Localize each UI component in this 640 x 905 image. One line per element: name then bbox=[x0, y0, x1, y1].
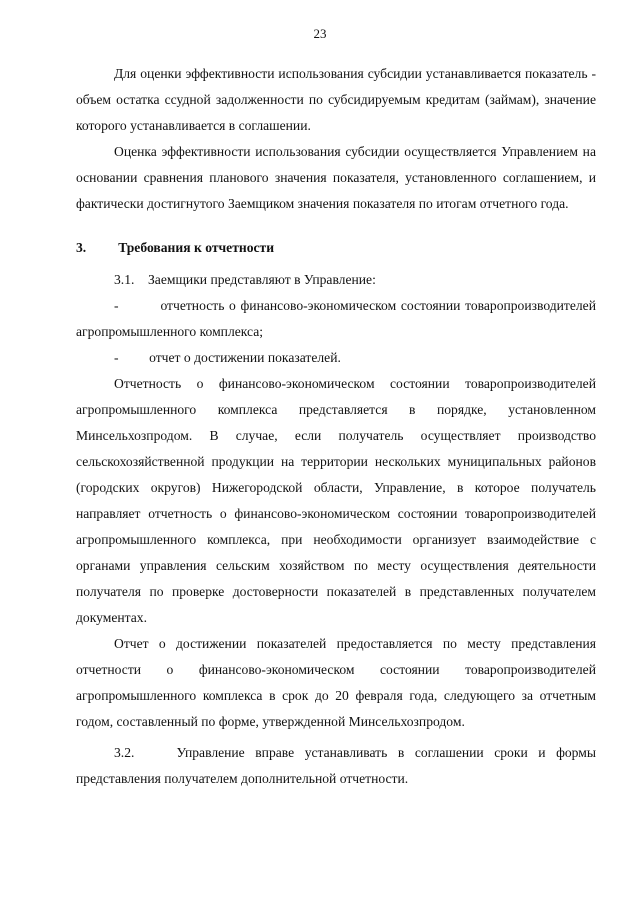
clause-3-1-text: Заемщики представляют в Управление: bbox=[147, 272, 376, 287]
clause-3-1-number: 3.1. bbox=[114, 272, 135, 287]
list-item-marker: - bbox=[114, 298, 119, 313]
list-item-marker: - bbox=[114, 350, 119, 365]
section-title: Требования к отчетности bbox=[118, 240, 275, 255]
list-item bbox=[76, 293, 596, 345]
section-number: 3. bbox=[76, 240, 87, 255]
list-item bbox=[76, 345, 596, 371]
clause-3-2-text: Управление вправе устанавливать в соглашении сроки и формы представления получателем дополнительной отчетности. bbox=[76, 745, 596, 786]
document-body bbox=[76, 61, 596, 792]
clause-3-2 bbox=[76, 740, 596, 792]
list-item-text: отчет о достижении показателей. bbox=[149, 350, 341, 365]
paragraph-reporting-procedure: Отчетность о финансово-экономическом состоянии товаропроизводителей агропромышленного комплекса представляется в порядке, установленном Минсельхозпродом. В случае, если получатель осуществляет производство сельскохозяйственной продукции на территории нескольких муниципальных районов (городских округов) Нижегородской области, Управление, в которое получатель направляет отчетность о финансово-экономическом состоянии товаропроизводителей агропромышленного комплекса, при необходимости организует взаимодействие с органами управления сельским хозяйством по месту осуществления деятельности получателя по проверке достоверности показателей в представленных получателем документах. bbox=[76, 376, 596, 625]
paragraph-indicator-report: Отчет о достижении показателей предоставляется по месту представления отчетности о финансово-экономическом состоянии товаропроизводителей агропромышленного комплекса в срок до 20 февраля года, следующего за отчетным годом, составленный по форме, утвержденной Минсельхозпродом. bbox=[76, 636, 596, 729]
paragraph-efficiency-assessment: Оценка эффективности использования субсидии осуществляется Управлением на основании сравнения планового значения показателя, установленного соглашением, и фактически достигнутого Заемщиком значения показателя по итогам отчетного года. bbox=[76, 144, 596, 211]
section-heading bbox=[76, 235, 596, 261]
clause-3-1 bbox=[76, 267, 596, 293]
page-number: 23 bbox=[313, 26, 327, 41]
paragraph-efficiency-indicator: Для оценки эффективности использования субсидии устанавливается показатель - объем остатка ссудной задолженности по субсидируемым кредитам (займам), значение которого устанавливается в соглашении. bbox=[76, 66, 596, 133]
list-item-text: отчетность о финансово-экономическом состоянии товаропроизводителей агропромышленного комплекса; bbox=[76, 298, 596, 339]
clause-3-2-number: 3.2. bbox=[114, 745, 135, 760]
